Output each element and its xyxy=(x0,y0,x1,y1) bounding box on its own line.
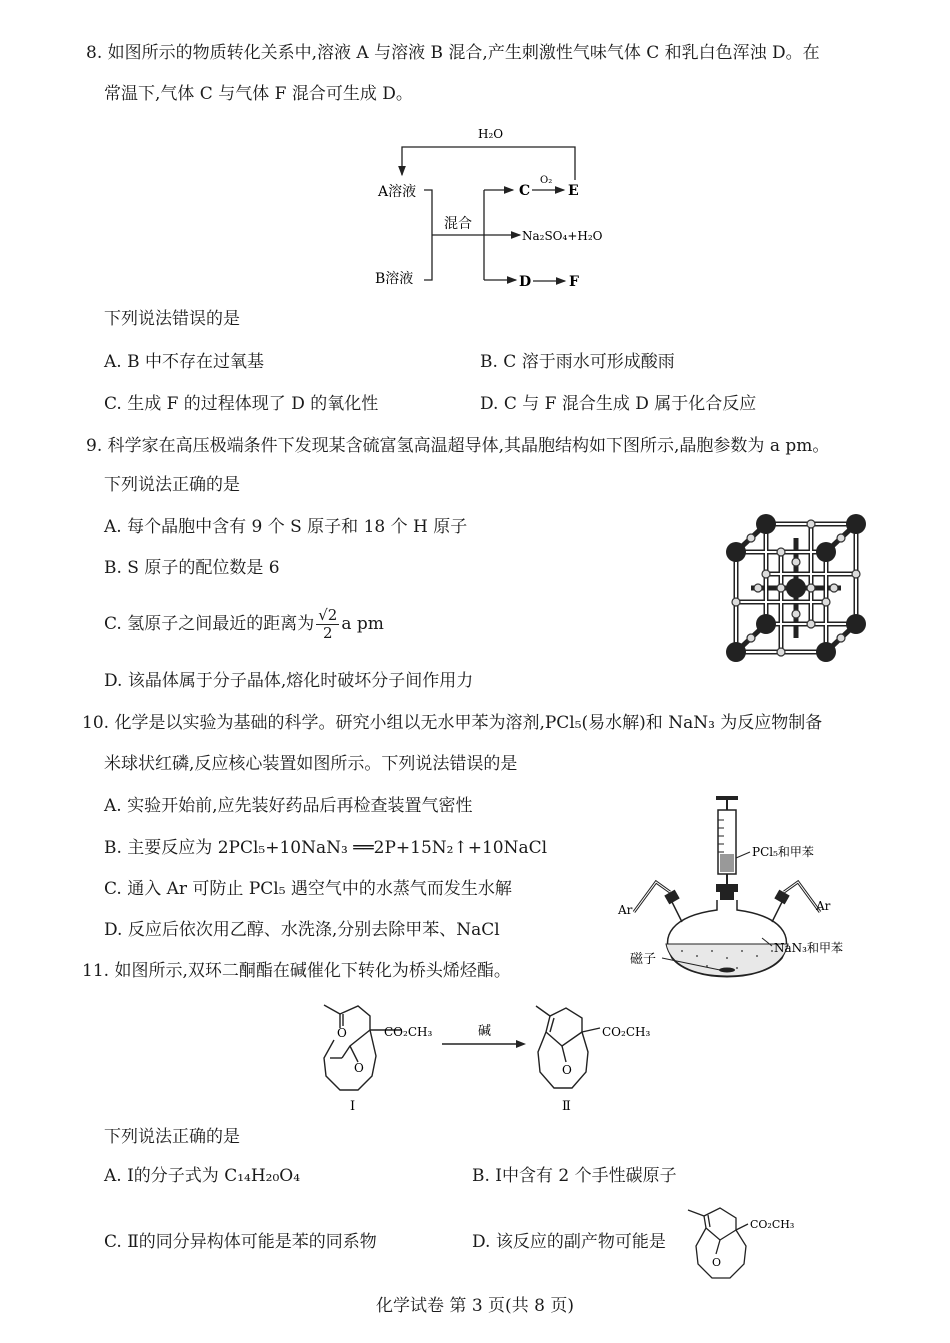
q10-option-c: C. 通入 Ar 可防止 PCl₅ 遇空气中的水蒸气而发生水解 xyxy=(104,879,512,899)
q11-option-b: B. Ⅰ中含有 2 个手性碳原子 xyxy=(472,1166,677,1186)
q11-option-c: C. Ⅱ的同分异构体可能是苯的同系物 xyxy=(104,1232,377,1252)
q8-option-b: B. C 溶于雨水可形成酸雨 xyxy=(480,352,675,372)
page-footer: 化学试卷 第 3 页(共 8 页) xyxy=(376,1296,574,1316)
reaction-apparatus-figure xyxy=(612,788,882,988)
compound1-bridge-o: O xyxy=(354,1061,364,1075)
a-solution-label: A溶液 xyxy=(378,184,417,200)
d-label: D xyxy=(519,274,532,290)
q8-conversion-diagram xyxy=(360,120,620,295)
sqrt2-over-2: $\frac{√2}{2}$ xyxy=(318,606,338,642)
q11-reaction-scheme xyxy=(310,1000,660,1115)
ar-right-label: Ar xyxy=(816,899,831,913)
q11-line1: 11. 如图所示,双环二酮酯在碱催化下转化为桥头烯烃酯。 xyxy=(82,961,511,981)
q9-option-d: D. 该晶体属于分子晶体,熔化时破坏分子间作用力 xyxy=(104,671,474,691)
h2o-label: H₂O xyxy=(478,127,504,141)
o2-label: O₂ xyxy=(540,175,553,186)
mix-label: 混合 xyxy=(444,216,472,232)
q10-option-d: D. 反应后依次用乙醇、水洗涤,分别去除甲苯、NaCl xyxy=(104,920,500,940)
compound1-ketone-o: O xyxy=(337,1026,347,1040)
reagent-label: 碱 xyxy=(478,1024,492,1039)
q9-stem: 下列说法正确的是 xyxy=(104,475,240,495)
q9-line1: 9. 科学家在高压极端条件下发现某含硫富氢高温超导体,其晶胞结构如下图所示,晶胞参数为 a pm。 xyxy=(86,436,830,456)
q10-option-a: A. 实验开始前,应先装好药品后再检查装置气密性 xyxy=(104,796,473,816)
stirrer-label: 磁子 xyxy=(630,952,657,967)
q11-stem: 下列说法正确的是 xyxy=(104,1127,240,1147)
compound2-label: Ⅱ xyxy=(562,1099,571,1114)
q10-option-b: B. 主要反应为 2PCl₅+10NaN₃ ══2P+15N₂↑+10NaCl xyxy=(104,838,548,858)
q8-option-a: A. B 中不存在过氧基 xyxy=(104,352,264,372)
q10-line1: 10. 化学是以实验为基础的科学。研究小组以无水甲苯为溶剂,PCl₅(易水解)和 NaN₃ 为反应物制备 xyxy=(82,713,823,733)
compound1-label: Ⅰ xyxy=(350,1099,356,1114)
byproduct-structure xyxy=(682,1200,812,1290)
c-label: C xyxy=(519,183,531,199)
crystal-cell-figure xyxy=(722,512,872,667)
syringe-label: PCl₅和甲苯 xyxy=(752,845,814,859)
q8-line2: 常温下,气体 C 与气体 F 混合可生成 D。 xyxy=(104,84,413,104)
q8-stem: 下列说法错误的是 xyxy=(104,309,240,329)
q9-option-a: A. 每个晶胞中含有 9 个 S 原子和 18 个 H 原子 xyxy=(104,517,468,537)
q11-option-d: D. 该反应的副产物可能是 xyxy=(472,1232,666,1252)
q11-option-a: A. Ⅰ的分子式为 C₁₄H₂₀O₄ xyxy=(104,1166,301,1186)
q9-option-c xyxy=(104,604,384,644)
q10-line2: 米球状红磷,反应核心装置如图所示。下列说法错误的是 xyxy=(104,754,518,774)
compound2-bridge-o: O xyxy=(562,1063,572,1077)
flask-contents-label: NaN₃和甲苯 xyxy=(774,941,843,955)
compound2-ester: CO₂CH₃ xyxy=(602,1025,651,1039)
q8-line1: 8. 如图所示的物质转化关系中,溶液 A 与溶液 B 混合,产生刺激性气味气体 C 和乳白色浑浊 D。在 xyxy=(86,43,820,63)
q8-option-c: C. 生成 F 的过程体现了 D 的氧化性 xyxy=(104,394,379,414)
q9-option-c-text: C. 氢原子之间最近的距离为 xyxy=(104,614,315,634)
q9-option-b: B. S 原子的配位数是 6 xyxy=(104,558,280,578)
byproduct-ester: CO₂CH₃ xyxy=(750,1218,795,1231)
na2so4-label: Na₂SO₄+H₂O xyxy=(522,229,603,243)
e-label: E xyxy=(568,183,579,199)
q8-option-d: D. C 与 F 混合生成 D 属于化合反应 xyxy=(480,394,757,414)
f-label: F xyxy=(569,274,579,290)
ar-left-label: Ar xyxy=(618,903,633,917)
compound1-ester: CO₂CH₃ xyxy=(384,1025,433,1039)
q9-option-c-unit: a pm xyxy=(341,614,384,634)
b-solution-label: B溶液 xyxy=(375,271,414,287)
byproduct-bridge-o: O xyxy=(712,1256,722,1269)
